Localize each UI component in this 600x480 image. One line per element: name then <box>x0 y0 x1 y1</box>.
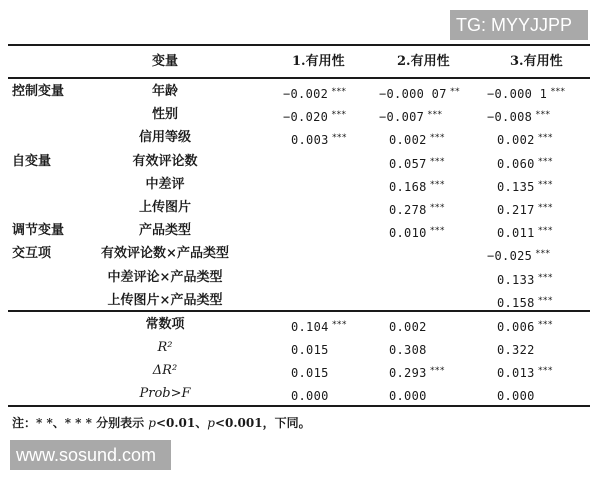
significance-stars: *** <box>427 110 442 121</box>
table-row <box>0 103 600 127</box>
significance-stars: *** <box>429 226 445 237</box>
significance-stars: ** <box>449 87 460 97</box>
m3-value <box>487 242 550 268</box>
significance-stars: *** <box>429 203 445 213</box>
m3-value <box>497 126 552 152</box>
significance-stars: *** <box>537 366 553 376</box>
table-bottom-rule <box>8 405 590 407</box>
significance-stars: *** <box>331 87 346 97</box>
significance-stars: *** <box>331 110 346 121</box>
stats-row <box>0 359 600 383</box>
m1-value <box>283 80 346 106</box>
table-row <box>0 242 600 266</box>
row-variable: 中差评 <box>145 176 185 192</box>
m3-value <box>497 173 552 199</box>
significance-stars: *** <box>429 179 445 190</box>
m3-value <box>497 219 552 245</box>
m3-number: 0.013 <box>497 366 535 380</box>
table-row <box>0 173 600 197</box>
m2-number: 0.002 <box>389 133 427 148</box>
note-p2: p <box>207 416 215 430</box>
table-mid-rule <box>8 310 590 312</box>
m3-number: −0.008 <box>487 110 533 125</box>
table-row <box>0 80 600 104</box>
m2-value <box>389 219 444 245</box>
m2-value <box>379 80 460 106</box>
m1-value <box>291 173 294 199</box>
m2-value <box>389 242 392 268</box>
m2-number: 0.278 <box>389 203 427 217</box>
m3-number: 0.217 <box>497 203 535 217</box>
m3-number: 0.060 <box>497 156 535 171</box>
significance-stars: *** <box>537 320 553 330</box>
m1-number: −0.002 <box>283 87 329 101</box>
significance-stars: *** <box>537 272 553 283</box>
m2-value <box>389 196 444 222</box>
row-category: 控制变量 <box>12 84 65 99</box>
significance-stars: *** <box>429 156 445 167</box>
row-category: 自变量 <box>12 153 52 169</box>
significance-stars: *** <box>550 87 565 97</box>
table-header-row <box>0 50 600 74</box>
stats-row <box>0 313 600 337</box>
table-row <box>0 196 600 220</box>
stats-row <box>0 336 600 360</box>
row-variable: 上传图片 <box>138 200 191 215</box>
m1-number: 0.104 <box>291 320 329 334</box>
row-variable: 年龄 <box>151 84 178 99</box>
stat-label: R² <box>157 340 173 355</box>
m1-value <box>291 219 294 245</box>
m2-number: 0.308 <box>389 343 427 357</box>
m2-number: 0.002 <box>389 320 427 334</box>
m3-number: 0.135 <box>497 179 535 194</box>
m1-value <box>291 196 294 222</box>
m2-value <box>379 103 442 129</box>
significance-stars: *** <box>537 156 553 167</box>
table-top-rule <box>8 44 590 46</box>
row-variable: 中差评论×产品类型 <box>107 269 223 285</box>
significance-stars: *** <box>537 133 553 144</box>
m1-value <box>283 103 346 129</box>
row-variable: 有效评论数×产品类型 <box>101 246 229 262</box>
watermark-top: TG: MYYJJPP <box>450 10 588 40</box>
m2-number: 0.057 <box>389 156 427 171</box>
significance-stars: *** <box>537 203 553 213</box>
significance-stars: *** <box>535 249 550 260</box>
stat-label: ΔR² <box>152 363 178 378</box>
stats-row <box>0 382 600 406</box>
m3-number: 0.133 <box>497 272 535 287</box>
note-prefix: 注：* *、* * * 分别表示 <box>12 416 149 430</box>
m2-number: 0.000 <box>389 389 427 403</box>
m2-value <box>389 266 392 292</box>
m3-number: 0.002 <box>497 133 535 148</box>
significance-stars: *** <box>537 226 553 237</box>
row-category: 交互项 <box>12 246 52 262</box>
row-variable: 性别 <box>151 107 178 123</box>
row-variable: 信用等级 <box>138 130 191 146</box>
m1-number: 0.000 <box>291 389 329 403</box>
m3-number: 0.006 <box>497 320 535 334</box>
m3-number: 0.000 <box>497 389 535 403</box>
m1-number: 0.003 <box>291 133 329 148</box>
m3-value <box>497 266 552 292</box>
watermark-bottom: www.sosund.com <box>10 440 171 470</box>
significance-stars: *** <box>331 320 347 330</box>
table-row <box>0 126 600 150</box>
m1-number: −0.020 <box>283 110 329 125</box>
significance-stars: *** <box>429 133 445 144</box>
m1-value <box>291 266 294 292</box>
m2-number: −0.007 <box>379 110 425 125</box>
m1-number: 0.015 <box>291 343 329 357</box>
m3-value <box>497 150 552 176</box>
row-category: 调节变量 <box>12 223 65 239</box>
row-variable: 产品类型 <box>138 223 191 239</box>
m3-number: 0.158 <box>497 295 535 310</box>
row-variable: 上传图片×产品类型 <box>107 292 223 308</box>
m2-number: 0.010 <box>389 226 427 241</box>
m1-value <box>291 126 346 152</box>
m3-value <box>487 80 565 106</box>
m3-value <box>497 196 552 222</box>
m3-number: −0.000 1 <box>487 87 548 101</box>
note-mid: <0.01、 <box>155 416 208 430</box>
table-row <box>0 150 600 174</box>
m3-value <box>487 103 550 129</box>
significance-stars: *** <box>537 295 553 306</box>
stat-label: 常数项 <box>145 317 185 332</box>
stat-label: Prob>F <box>139 386 191 401</box>
note-p1: p <box>148 416 156 430</box>
m3-number: 0.322 <box>497 343 535 357</box>
m2-number: 0.168 <box>389 179 427 194</box>
table-row <box>0 219 600 243</box>
significance-stars: *** <box>429 366 445 376</box>
m2-value <box>389 173 444 199</box>
m3-number: −0.025 <box>487 249 533 264</box>
table-header-rule <box>8 77 590 79</box>
header-variable: 变量 <box>151 54 178 69</box>
m1-value <box>291 242 294 268</box>
m1-value <box>291 150 294 176</box>
significance-stars: *** <box>537 179 553 190</box>
m3-number: 0.011 <box>497 226 535 241</box>
row-variable: 有效评论数 <box>132 153 198 169</box>
header-model2: 2.有用性 <box>397 54 450 69</box>
m2-number: −0.000 07 <box>379 87 447 101</box>
header-model3: 3.有用性 <box>510 54 563 69</box>
m2-value <box>389 126 444 152</box>
m1-number: 0.015 <box>291 366 329 380</box>
header-model1: 1.有用性 <box>292 54 345 69</box>
m2-number: 0.293 <box>389 366 427 380</box>
significance-stars: *** <box>331 133 347 144</box>
note-suffix: <0.001，下同。 <box>214 416 311 430</box>
table-note <box>12 414 311 431</box>
significance-stars: *** <box>535 110 550 121</box>
table-row <box>0 266 600 290</box>
m2-value <box>389 150 444 176</box>
